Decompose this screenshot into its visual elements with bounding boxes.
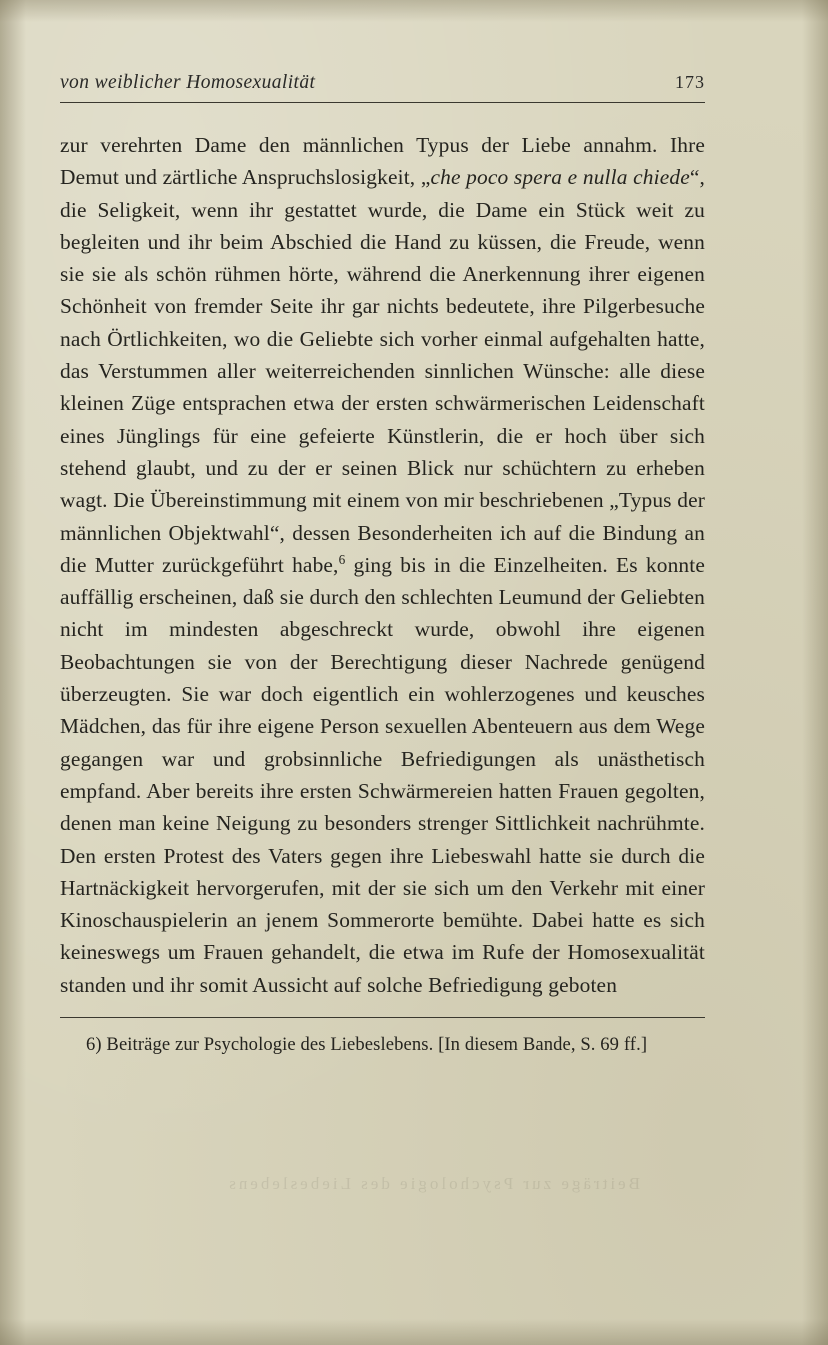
- footnote: 6) Beiträge zur Psychologie des Liebeslebens. [In diesem Bande, S. 69 ff.]: [86, 1034, 648, 1056]
- page-edge-shading-right: [802, 0, 828, 1345]
- page-number: 173: [675, 72, 705, 92]
- page-edge-shading-left: [0, 0, 26, 1345]
- running-head-title: von weiblicher Homosexualität: [60, 72, 316, 93]
- running-head: [60, 72, 705, 103]
- page-edge-shading-top: [0, 0, 828, 22]
- body-text: [60, 129, 705, 1001]
- page-edge-shading-bottom: [0, 1319, 828, 1345]
- footnote-separator: [60, 1017, 705, 1018]
- page-content: [60, 72, 705, 1058]
- body-paragraph: zur verehrten Dame den männlichen Typus der Liebe annahm. Ihre Demut und zärtliche Anspruchslosigkeit, „che poco spera e nulla chiede“, die Seligkeit, wenn ihr gestattet wurde, die Dame ein Stück weit zu begleiten und ihr beim Abschied die Hand zu küssen, die Freude, wenn sie sie als schön rühmen hörte, während die Anerkennung ihrer eigenen Schönheit von fremder Seite ihr gar nichts bedeutete, ihre Pilgerbesuche nach Örtlichkeiten, wo die Geliebte sich vorher einmal aufgehalten hatte, das Verstummen aller weiterreichenden sinnlichen Wünsche: alle diese kleinen Züge entsprachen etwa der ersten schwärmerischen Leidenschaft eines Jünglings für eine gefeierte Künstlerin, die er hoch über sich stehend glaubt, und zu der er seinen Blick nur schüchtern zu erheben wagt. Die Übereinstimmung mit einem von mir beschriebenen „Typus der männlichen Objektwahl“, dessen Besonderheiten ich auf die Bindung an die Mutter zurückgeführt habe,$^6$ ging bis in die Einzelheiten. Es konnte auffällig erscheinen, daß sie durch den schlechten Leumund der Geliebten nicht im mindesten abgeschreckt wurde, obwohl ihre eigenen Beobachtungen sie von der Berechtigung dieser Nachrede genügend überzeugten. Sie war doch eigentlich ein wohlerzogenes und keusches Mädchen, das für ihre eigene Person sexuellen Abenteuern aus dem Wege gegangen war und grobsinnliche Befriedigungen als unästhetisch empfand. Aber bereits ihre ersten Schwärmereien hatten Frauen gegolten, denen man keine Neigung zu besonders strenger Sittlichkeit nachrühmte. Den ersten Protest des Vaters gegen ihre Liebeswahl hatte sie durch die Hartnäckigkeit hervorgerufen, mit der sie sich um den Verkehr mit einer Kinoschauspielerin an jenem Sommerorte bemühte. Dabei hatte es sich keineswegs um Frauen gehandelt, die etwa im Rufe der Homosexualität standen und ihr somit Aussicht auf solche Befriedigung geboten: [60, 133, 705, 997]
- verso-show-through: Beiträge zur Psychologie des Liebeslebens: [226, 1174, 640, 1193]
